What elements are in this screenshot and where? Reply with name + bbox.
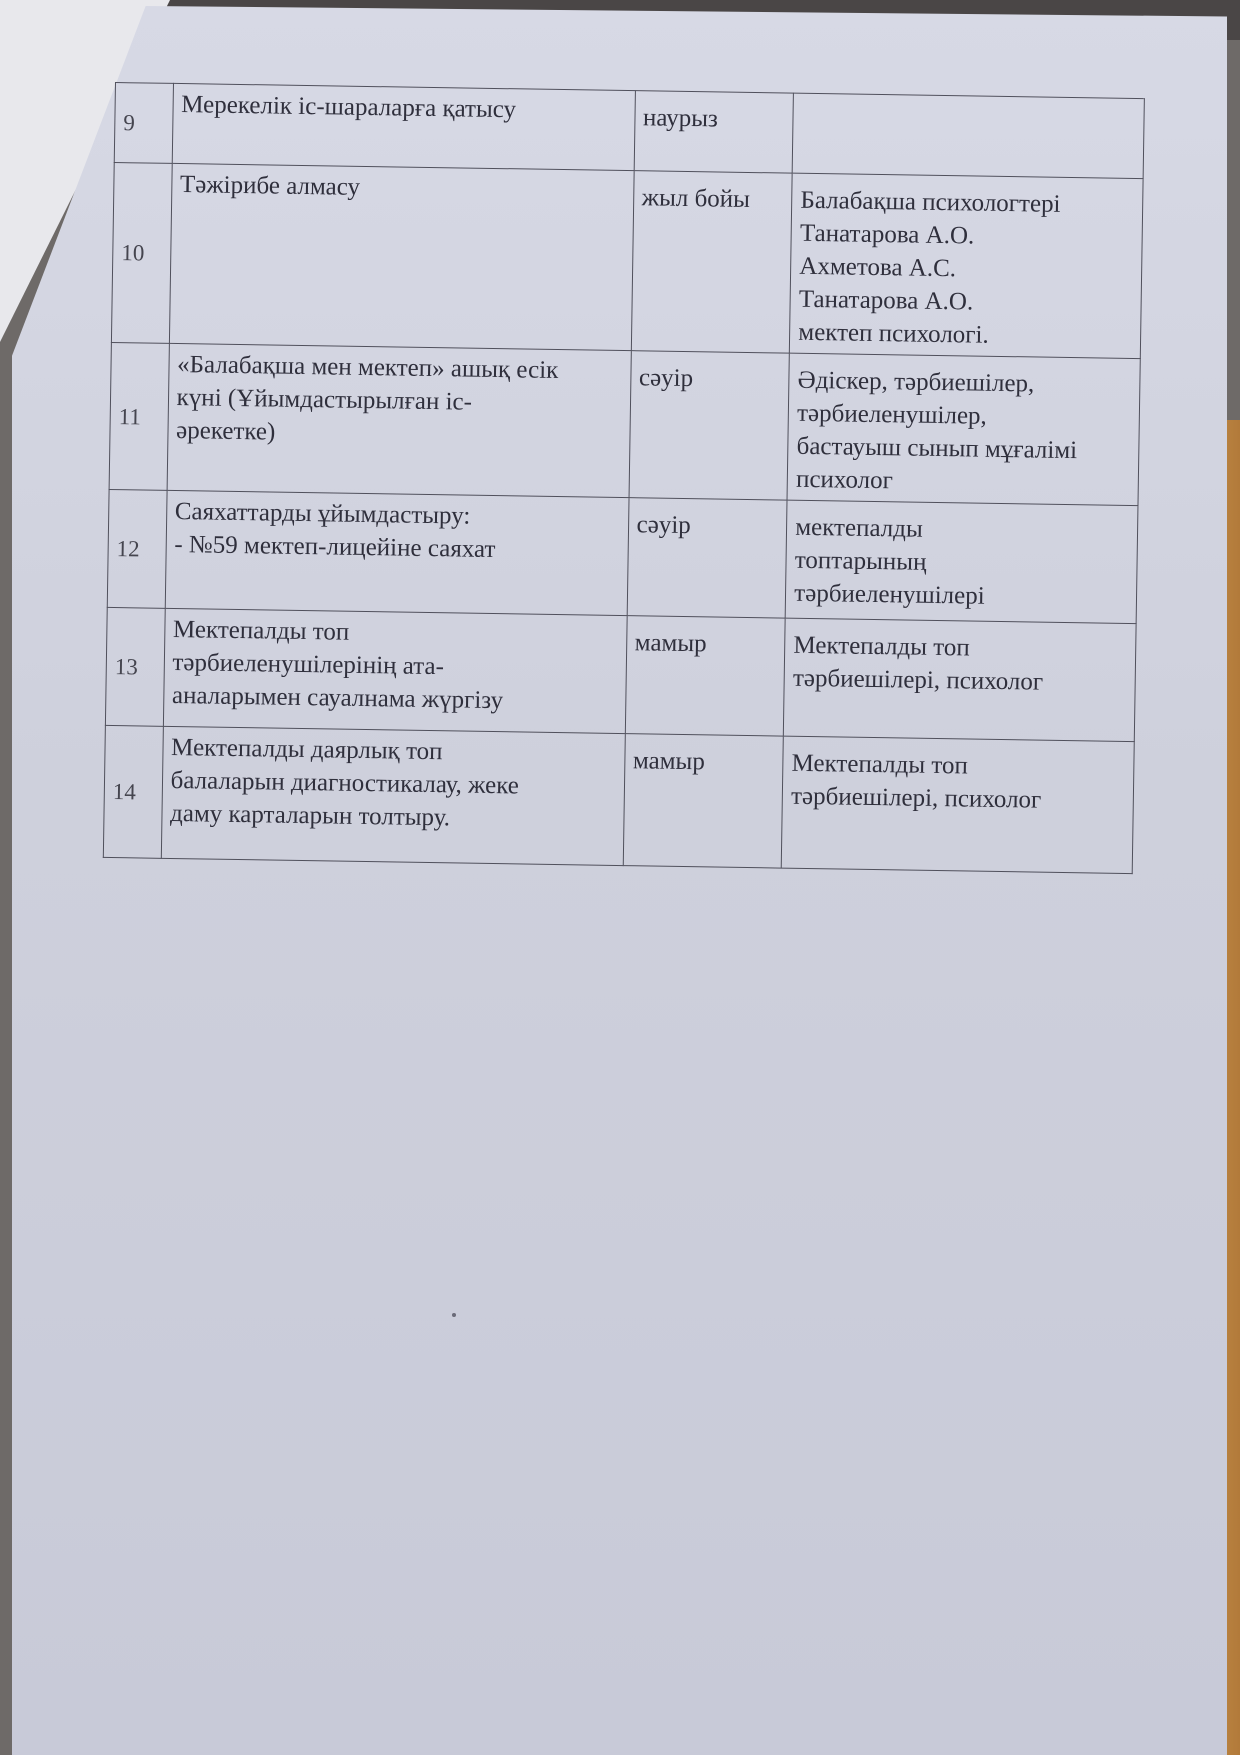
timeframe-cell: сәуір: [627, 498, 788, 618]
event-name-line: - №59 мектеп-лицейіне саяхат: [174, 530, 496, 564]
timeframe-cell: сәуір: [629, 351, 790, 500]
row-number: 11: [109, 342, 169, 490]
table-row: [111, 162, 1143, 358]
event-name-cell: [169, 163, 634, 350]
event-name-line: Мектепалды топ: [172, 615, 350, 646]
event-name-cell: [161, 726, 625, 865]
event-name-line: күні (Ұйымдастырылған іс-: [176, 384, 473, 416]
event-name-cell: [172, 83, 635, 170]
responsible-line: Балабақша психологтері: [800, 186, 1061, 218]
responsible-line: мектеп психологі.: [798, 318, 989, 349]
row-number: 10: [111, 162, 171, 343]
event-name-line: әрекетке): [175, 417, 276, 446]
responsible-line: топтарының: [794, 546, 927, 576]
paper-speck: [452, 1313, 456, 1317]
event-name-line: аналарымен сауалнама жүргізу: [171, 681, 504, 715]
responsible-line: Әдіскер, тәрбиешілер,: [797, 366, 1035, 398]
responsible-cell: [790, 173, 1144, 358]
responsible-cell: [785, 500, 1138, 623]
event-name-line: тәрбиеленушілерінің ата-: [172, 648, 445, 681]
responsible-line: тәрбиешілері, психолог: [790, 782, 1042, 814]
event-name-line: Мектепалды даярлық топ: [170, 733, 443, 766]
timeframe-cell: жыл бойы: [631, 171, 792, 353]
event-name-line: балаларын диагностикалау, жеке: [170, 766, 520, 800]
responsible-cell: [784, 618, 1137, 741]
table-body: [103, 83, 1144, 874]
event-name-line: Саяхаттарды ұйымдастыру:: [174, 497, 471, 530]
row-number: 12: [107, 489, 166, 608]
timeframe-cell: мамыр: [625, 616, 786, 736]
responsible-line: тәрбиеленушілері: [794, 579, 985, 610]
event-name-line: «Балабақша мен мектеп» ашық есік: [176, 351, 559, 384]
event-name-line: даму карталарын толтыру.: [169, 799, 451, 832]
responsible-cell: [781, 736, 1134, 873]
table-row: [105, 607, 1136, 741]
responsible-line: тәрбиеленушілер,: [796, 399, 987, 430]
responsible-line: тәрбиешілері, психолог: [792, 664, 1044, 696]
responsible-line: бастауыш сынып мұғалімі: [796, 432, 1078, 465]
row-number: 9: [114, 83, 173, 164]
responsible-cell: [787, 353, 1140, 505]
plan-table: [103, 82, 1145, 874]
event-name-cell: [165, 490, 629, 615]
table-row: [109, 342, 1140, 505]
event-name-line: Тәжірибе алмасу: [179, 171, 361, 201]
responsible-line: психолог: [795, 465, 894, 495]
table-row: [107, 489, 1138, 623]
row-number: 13: [105, 607, 164, 726]
responsible-line: Танатарова А.О.: [798, 285, 974, 316]
responsible-cell: [792, 93, 1144, 178]
responsible-line: Мектепалды топ: [791, 749, 969, 780]
timeframe-cell: мамыр: [623, 734, 784, 868]
event-name-cell: [167, 343, 631, 497]
table-row: [103, 725, 1134, 873]
responsible-line: Ахметова А.С.: [799, 252, 957, 283]
event-name-cell: [163, 608, 627, 733]
responsible-line: Мектепалды топ: [793, 631, 970, 662]
responsible-line: Танатарова А.О.: [799, 219, 975, 250]
responsible-line: мектепалды: [795, 513, 923, 543]
timeframe-cell: наурыз: [634, 91, 794, 173]
document-page: [103, 82, 1145, 874]
event-name-line: Мерекелік іс-шараларға қатысу: [181, 91, 517, 124]
row-number: 14: [103, 725, 163, 858]
